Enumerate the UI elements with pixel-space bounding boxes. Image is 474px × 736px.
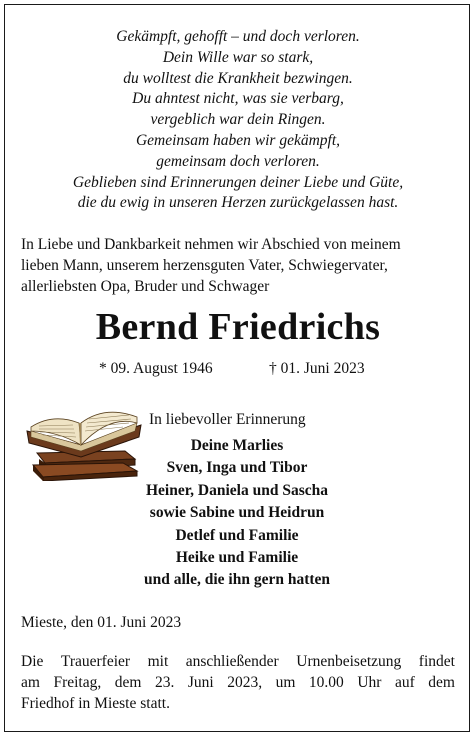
poem-line: Gemeinsam haben wir gekämpft, xyxy=(135,131,341,149)
service-line-last: Friedhof in Mieste statt. xyxy=(21,695,170,712)
poem-line: du wolltest die Krankheit bezwingen. xyxy=(123,69,353,87)
mourner: sowie Sabine und Heidrun xyxy=(149,504,325,522)
mourner: Heike und Familie xyxy=(175,549,299,567)
memory-label: In liebevoller Erinnerung xyxy=(149,411,306,428)
service-word: 23. xyxy=(154,674,175,691)
service-word: findet xyxy=(418,653,455,670)
service-word: Trauerfeier xyxy=(60,653,131,670)
poem-line: vergeblich war dein Ringen. xyxy=(150,111,326,129)
deceased-name: Bernd Friedrichs xyxy=(95,306,381,348)
death-date: † 01. Juni 2023 xyxy=(269,360,365,377)
service-word: dem xyxy=(114,674,142,691)
service-line xyxy=(21,672,455,693)
poem-line: die du ewig in unseren Herzen zurückgelassen hast. xyxy=(77,194,399,212)
service-word: 2023, xyxy=(227,674,263,691)
service-notice xyxy=(21,651,455,714)
poem-line: Geblieben sind Erinnerungen deiner Liebe und Güte, xyxy=(72,173,404,191)
mourner: Heiner, Daniela und Sascha xyxy=(145,481,329,499)
mourner: Sven, Inga und Tibor xyxy=(166,459,308,477)
service-word: auf xyxy=(394,674,415,691)
poem-line: gemeinsam doch verloren. xyxy=(156,152,320,170)
mourner: und alle, die ihn gern hatten xyxy=(143,571,331,589)
mourner: Deine Marlies xyxy=(190,437,284,454)
intro-text xyxy=(21,235,461,297)
poem xyxy=(5,27,471,214)
service-word: dem xyxy=(428,674,455,691)
place-date: Mieste, den 01. Juni 2023 xyxy=(21,614,182,631)
service-word: Juni xyxy=(187,674,214,691)
obituary-card xyxy=(4,4,470,732)
service-word: um xyxy=(275,674,296,691)
service-word: 10.00 xyxy=(308,674,344,691)
poem-line: Du ahntest nicht, was sie verbarg, xyxy=(132,90,344,108)
service-word: am xyxy=(21,674,40,691)
service-word: anschließender xyxy=(185,653,279,670)
service-word: Uhr xyxy=(357,674,382,691)
birth-date: * 09. August 1946 xyxy=(99,360,213,377)
intro-line: allerliebsten Opa, Bruder und Schwager xyxy=(21,277,270,295)
mourners-list xyxy=(105,435,369,592)
service-word: Die xyxy=(21,653,44,670)
service-word: Freitag, xyxy=(53,674,102,691)
service-line xyxy=(21,651,455,672)
poem-line: Gekämpft, gehofft – und doch verloren. xyxy=(116,28,360,45)
poem-line: Dein Wille war so stark, xyxy=(162,48,314,66)
intro-line: lieben Mann, unserem herzensguten Vater, Schwiegervater, xyxy=(21,256,388,274)
service-word: Urnenbeisetzung xyxy=(296,653,402,670)
intro-line: In Liebe und Dankbarkeit nehmen wir Abschied von meinem xyxy=(21,236,401,253)
mourner: Detlef und Familie xyxy=(175,526,299,544)
service-word: mit xyxy=(147,653,169,670)
